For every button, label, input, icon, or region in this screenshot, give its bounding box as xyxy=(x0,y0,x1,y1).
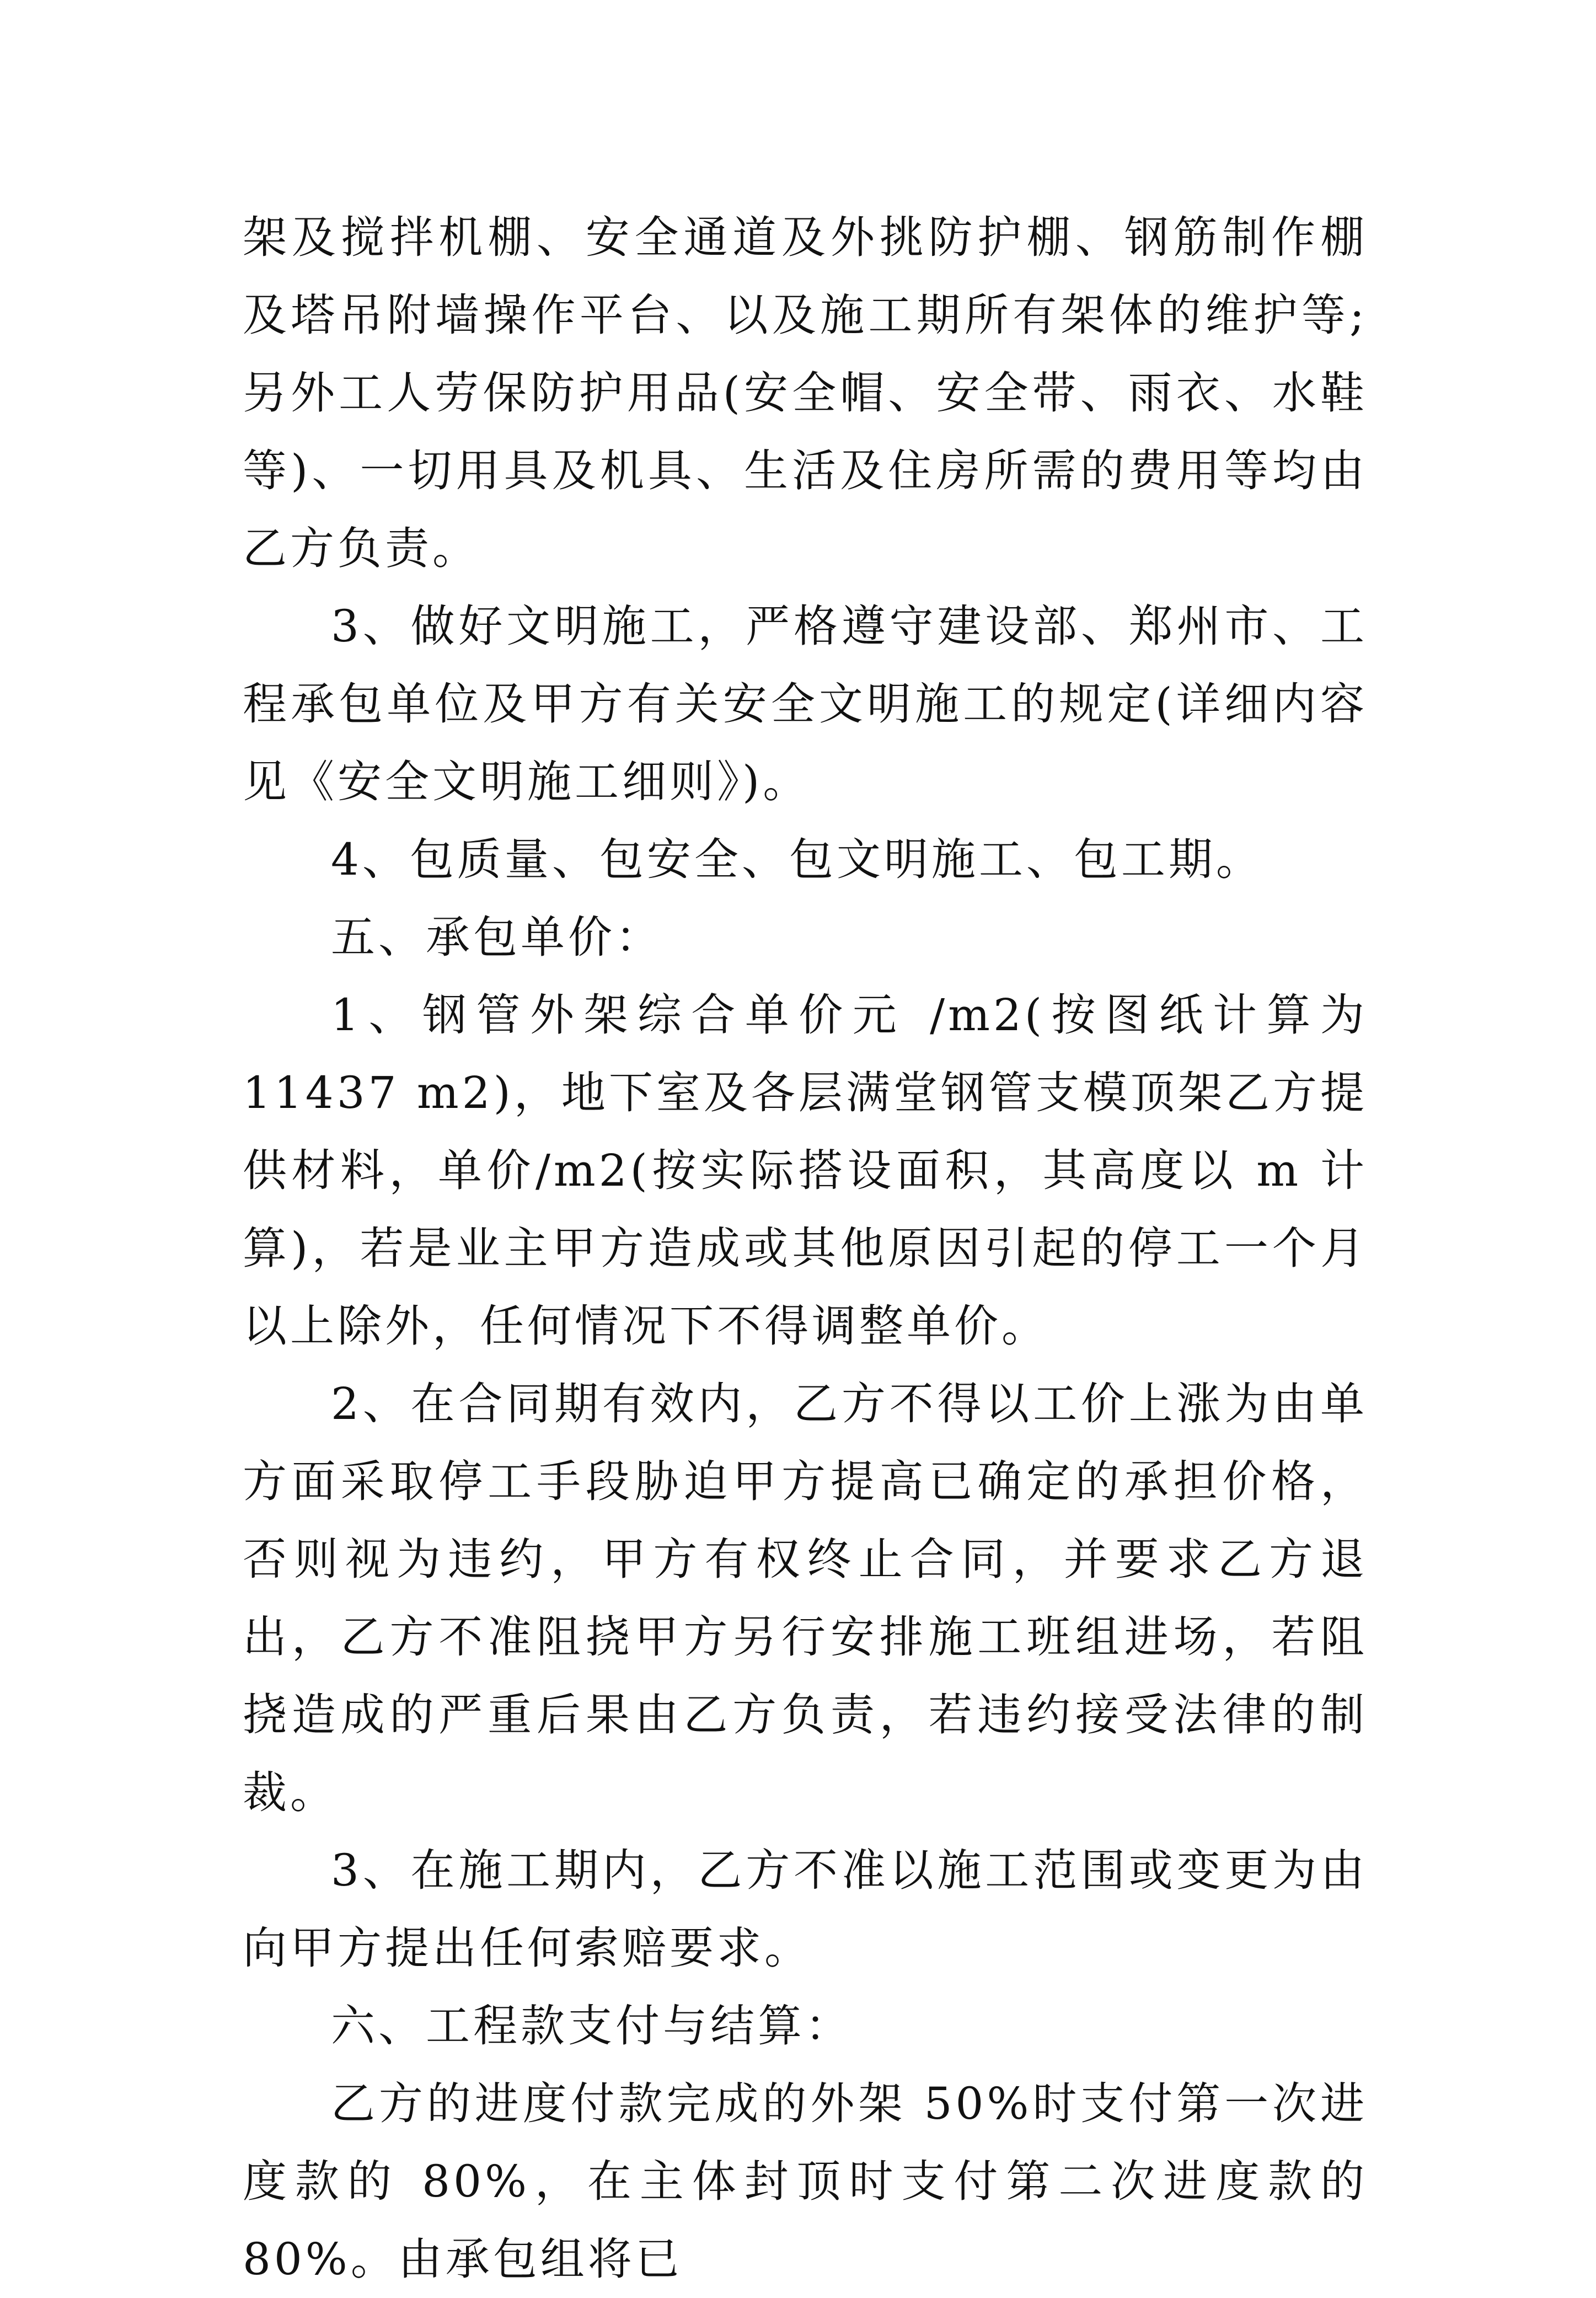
document-body xyxy=(243,199,1368,2298)
paragraph-payment: 乙方的进度付款完成的外架 50%时支付第一次进度款的 80%，在主体封顶时支付第二次进度款的 80%。由承包组将已 xyxy=(243,2078,1368,2285)
section-heading-unit-price: 五、承包单价： xyxy=(331,912,663,963)
paragraph-unit-price-1: 1、钢管外架综合单价元 /m2(按图纸计算为 11437 m2)，地下室及各层满堂钢管支模顶架乙方提供材料，单价/m2(按实际搭设面积，其高度以 m 计算)，若是业主甲方造成或其他原因引起的停工一个月以上除外，任何情况下不得调整单价。 xyxy=(243,989,1368,1352)
paragraph-unit-price-2: 2、在合同期有效内，乙方不得以工价上涨为由单方面采取停工手段胁迫甲方提高已确定的承担价格，否则视为违约，甲方有权终止合同，并要求乙方退出，乙方不准阻挠甲方另行安排施工班组进场，若阻挠造成的严重后果由乙方负责，若违约接受法律的制裁。 xyxy=(243,1378,1368,1818)
paragraph-civilized-construction: 3、做好文明施工，严格遵守建设部、郑州市、工程承包单位及甲方有关安全文明施工的规定(详细内容见《安全文明施工细则》)。 xyxy=(243,601,1368,807)
paragraph-contract-scope: 4、包质量、包安全、包文明施工、包工期。 xyxy=(331,834,1263,885)
paragraph-continuation: 架及搅拌机棚、安全通道及外挑防护棚、钢筋制作棚及塔吊附墙操作平台、以及施工期所有架体的维护等;另外工人劳保防护用品(安全帽、安全带、雨衣、水鞋等)、一切用具及机具、生活及住房所需的费用等均由乙方负责。 xyxy=(243,212,1368,574)
paragraph-unit-price-3: 3、在施工期内，乙方不准以施工范围或变更为由向甲方提出任何索赔要求。 xyxy=(243,1845,1368,1974)
section-heading-payment: 六、工程款支付与结算： xyxy=(331,2000,853,2051)
